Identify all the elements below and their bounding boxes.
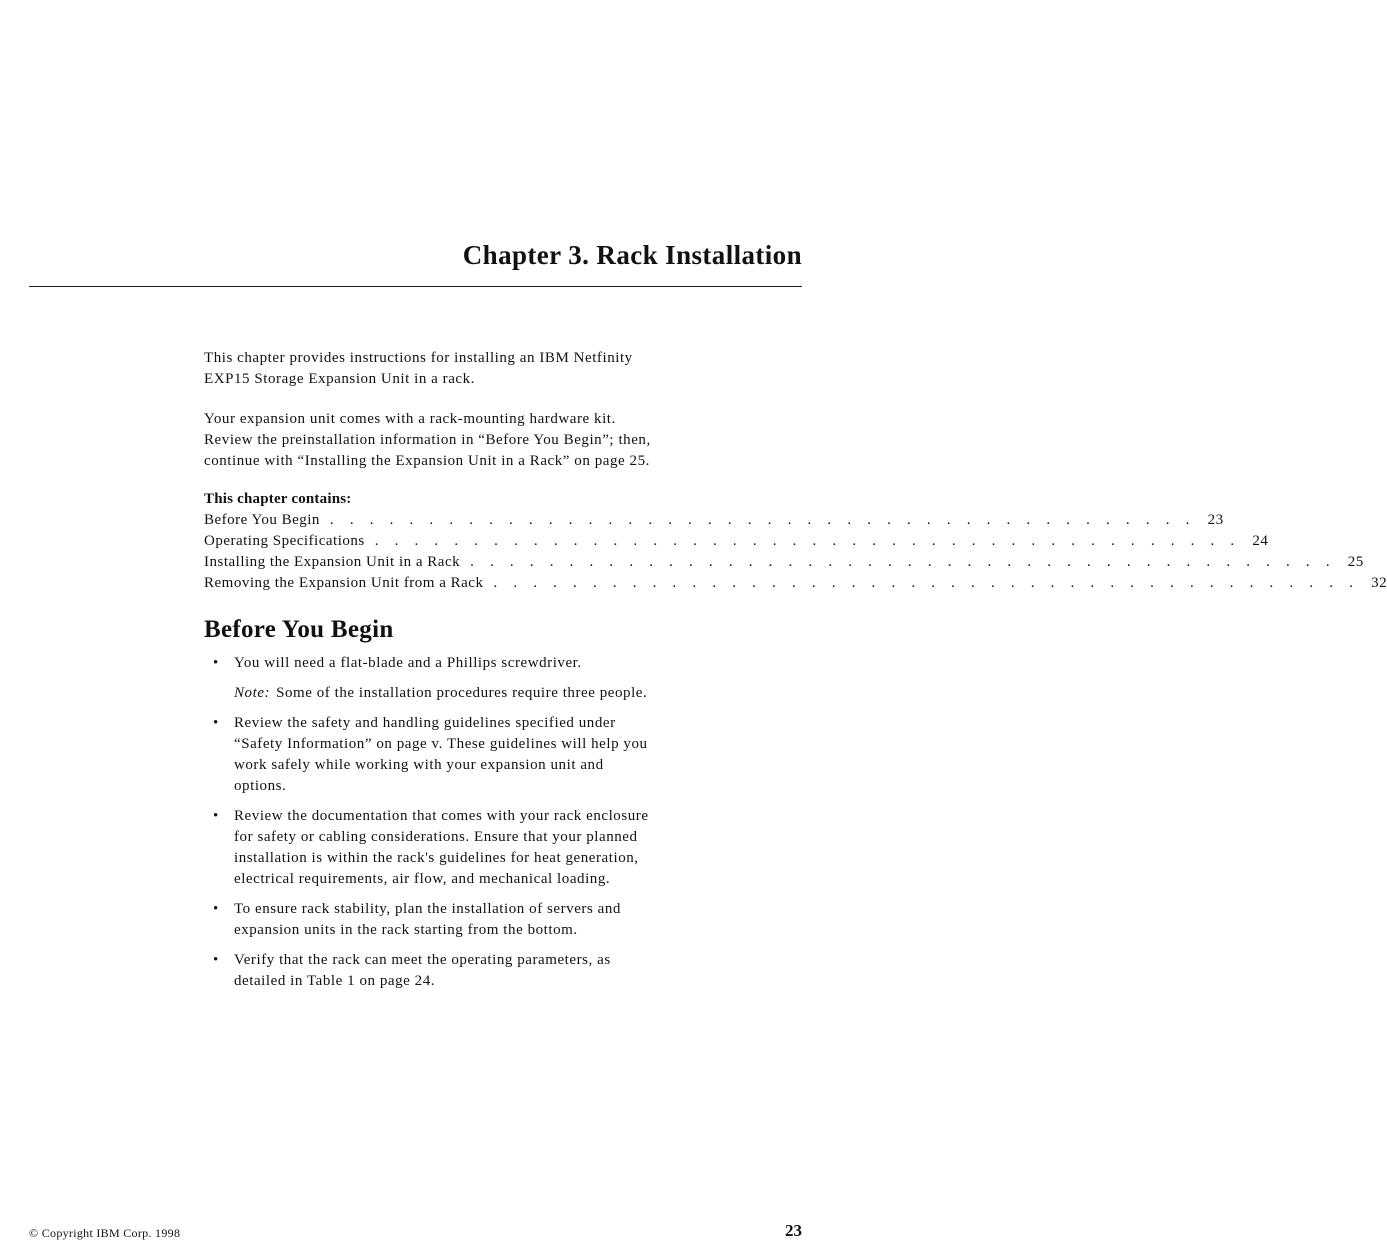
toc-dot-leader: . . . . . . . . . . . . . . . . . . . . . . . . . . . . . . . . . . . . . . . . . . . .: [374, 533, 1241, 549]
intro-paragraph-1: [204, 348, 764, 390]
list-item: [204, 950, 744, 992]
text-line: continue with “Installing the Expansion Unit in a Rack” on page 25.: [204, 453, 650, 469]
section-heading: Before You Begin: [204, 616, 394, 643]
text-line: You will need a flat-blade and a Phillips screwdriver.: [234, 655, 582, 671]
toc-entry-label: Before You Begin: [204, 512, 320, 528]
toc-entry-label: Installing the Expansion Unit in a Rack: [204, 554, 461, 570]
bullet-icon: •: [213, 808, 219, 824]
text-line: Review the safety and handling guidelines specified under: [234, 715, 616, 731]
contents-heading: This chapter contains:: [204, 491, 352, 507]
toc-entry-before-you-begin[interactable]: [204, 510, 1224, 531]
text-line: This chapter provides instructions for installing an IBM Netfinity: [204, 350, 633, 366]
toc-dot-leader: . . . . . . . . . . . . . . . . . . . . . . . . . . . . . . . . . . . . . . . . . . . .: [493, 575, 1360, 591]
bullet-icon: •: [213, 715, 219, 731]
toc-entry-operating-specifications[interactable]: [204, 531, 1269, 552]
text-line: Review the documentation that comes with your rack enclosure: [234, 808, 649, 824]
toc-entry-installing[interactable]: [204, 552, 1364, 573]
note-text: Some of the installation procedures require three people.: [276, 685, 648, 701]
intro-paragraph-2: [204, 409, 764, 472]
toc-entry-page: 24: [1252, 533, 1269, 549]
bullet-icon: •: [213, 952, 219, 968]
text-line: work safely while working with your expansion unit and: [234, 757, 604, 773]
text-line: options.: [234, 778, 287, 794]
text-line: electrical requirements, air flow, and mechanical loading.: [234, 871, 611, 887]
text-line: “Safety Information” on page v. These guidelines will help you: [234, 736, 648, 752]
list-item: [204, 653, 744, 704]
chapter-title-rule: [29, 286, 802, 287]
text-line: detailed in Table 1 on page 24.: [234, 973, 436, 989]
text-line: Your expansion unit comes with a rack-mounting hardware kit.: [204, 411, 616, 427]
page-number: 23: [785, 1221, 802, 1240]
text-line: EXP15 Storage Expansion Unit in a rack.: [204, 371, 475, 387]
toc-entry-label: Operating Specifications: [204, 533, 365, 549]
toc-entry-label: Removing the Expansion Unit from a Rack: [204, 575, 484, 591]
toc-entry-page: 32: [1371, 575, 1387, 591]
text-line: expansion units in the rack starting from the bottom.: [234, 922, 578, 938]
text-line: Verify that the rack can meet the operating parameters, as: [234, 952, 611, 968]
list-item: [204, 899, 744, 941]
bullet-icon: •: [213, 655, 219, 671]
toc-dot-leader: . . . . . . . . . . . . . . . . . . . . . . . . . . . . . . . . . . . . . . . . . . . .: [329, 512, 1196, 528]
copyright-notice: © Copyright IBM Corp. 1998: [29, 1226, 181, 1240]
chapter-title: Chapter 3. Rack Installation: [462, 240, 802, 270]
text-line: Review the preinstallation information in “Before You Begin”; then,: [204, 432, 651, 448]
note-label: Note:: [234, 685, 271, 701]
chapter-contents: [204, 489, 1387, 594]
list-item: [204, 713, 744, 797]
text-line: installation is within the rack's guidelines for heat generation,: [234, 850, 639, 866]
note: [234, 683, 744, 704]
text-line: for safety or cabling considerations. Ensure that your planned: [234, 829, 638, 845]
requirements-list: [204, 653, 744, 1001]
bullet-icon: •: [213, 901, 219, 917]
toc-entry-removing[interactable]: [204, 573, 1387, 594]
text-line: To ensure rack stability, plan the installation of servers and: [234, 901, 621, 917]
toc-entry-page: 25: [1347, 554, 1364, 570]
toc-entry-page: 23: [1207, 512, 1224, 528]
list-item: [204, 806, 744, 890]
toc-dot-leader: . . . . . . . . . . . . . . . . . . . . . . . . . . . . . . . . . . . . . . . . . . . .: [470, 554, 1336, 570]
